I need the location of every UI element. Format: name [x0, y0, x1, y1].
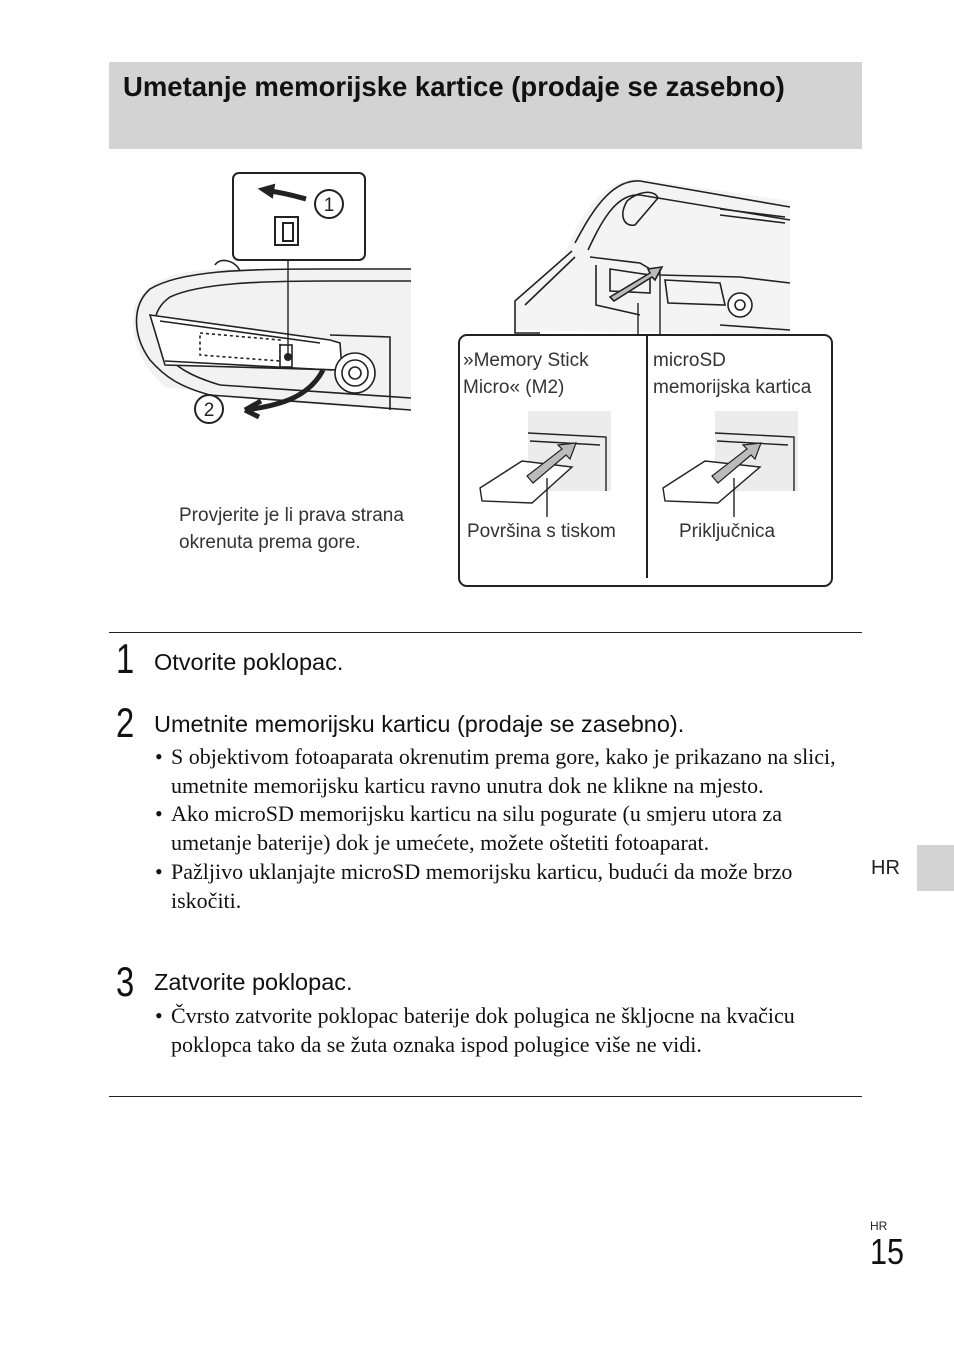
steps-top-rule	[109, 632, 862, 633]
camera-battery-cover-drawing	[133, 260, 411, 417]
marker-2: 2	[203, 400, 215, 421]
microsd-label-line-2: memorijska kartica	[653, 377, 812, 398]
footer-language: HR	[870, 1219, 888, 1233]
step-3-note: • Čvrsto zatvorite poklopac baterije dok polugica ne škljocne na kvačicu poklopca tako da se žuta oznaka ispod polugice više ne vidi.	[155, 1002, 865, 1059]
section-header	[109, 62, 862, 149]
steps-bottom-rule	[109, 1096, 862, 1097]
step-2-note: • Ako microSD memorijsku karticu na silu pogurate (u smjeru utora za umetanje baterije) dok je umećete, možete oštetiti fotoaparat.	[155, 800, 865, 857]
terminal-label: Priključnica	[679, 521, 776, 542]
orientation-caption-line-2: okrenuta prema gore.	[179, 532, 361, 553]
step-3-number: 3	[116, 958, 135, 1005]
step-3-title: Zatvorite poklopac.	[154, 969, 353, 995]
language-tab	[917, 845, 954, 891]
page-number: 15	[870, 1231, 905, 1272]
card-insertion-illustration	[120, 165, 840, 595]
step-2-note: • Pažljivo uklanjajte microSD memorijsku karticu, budući da može brzo iskočiti.	[155, 858, 865, 915]
marker-1: 1	[323, 195, 335, 216]
step-2-note: • S objektivom fotoaparata okrenutim prema gore, kako je prikazano na slici, umetnite memorijsku karticu ravno unutra dok ne klikne na mjesto.	[155, 743, 865, 800]
side-language-label: HR	[871, 857, 900, 879]
microsd-label-line-1: microSD	[653, 350, 726, 371]
step-2-title: Umetnite memorijsku karticu (prodaje se zasebno).	[154, 711, 685, 737]
step-2-notes	[155, 743, 865, 915]
camera-slot-drawing	[515, 179, 790, 337]
step-2-number: 2	[116, 699, 135, 746]
step-3-notes	[155, 1002, 865, 1059]
step-1-number: 1	[116, 635, 135, 682]
orientation-caption-line-1: Provjerite je li prava strana	[179, 505, 404, 526]
printed-surface-label: Površina s tiskom	[467, 521, 616, 542]
step-1-title: Otvorite poklopac.	[154, 649, 344, 675]
memory-stick-label-line-1: »Memory Stick	[463, 350, 589, 371]
memory-stick-label-line-2: Micro« (M2)	[463, 377, 565, 398]
page-title: Umetanje memorijske kartice (prodaje se zasebno)	[123, 71, 785, 102]
